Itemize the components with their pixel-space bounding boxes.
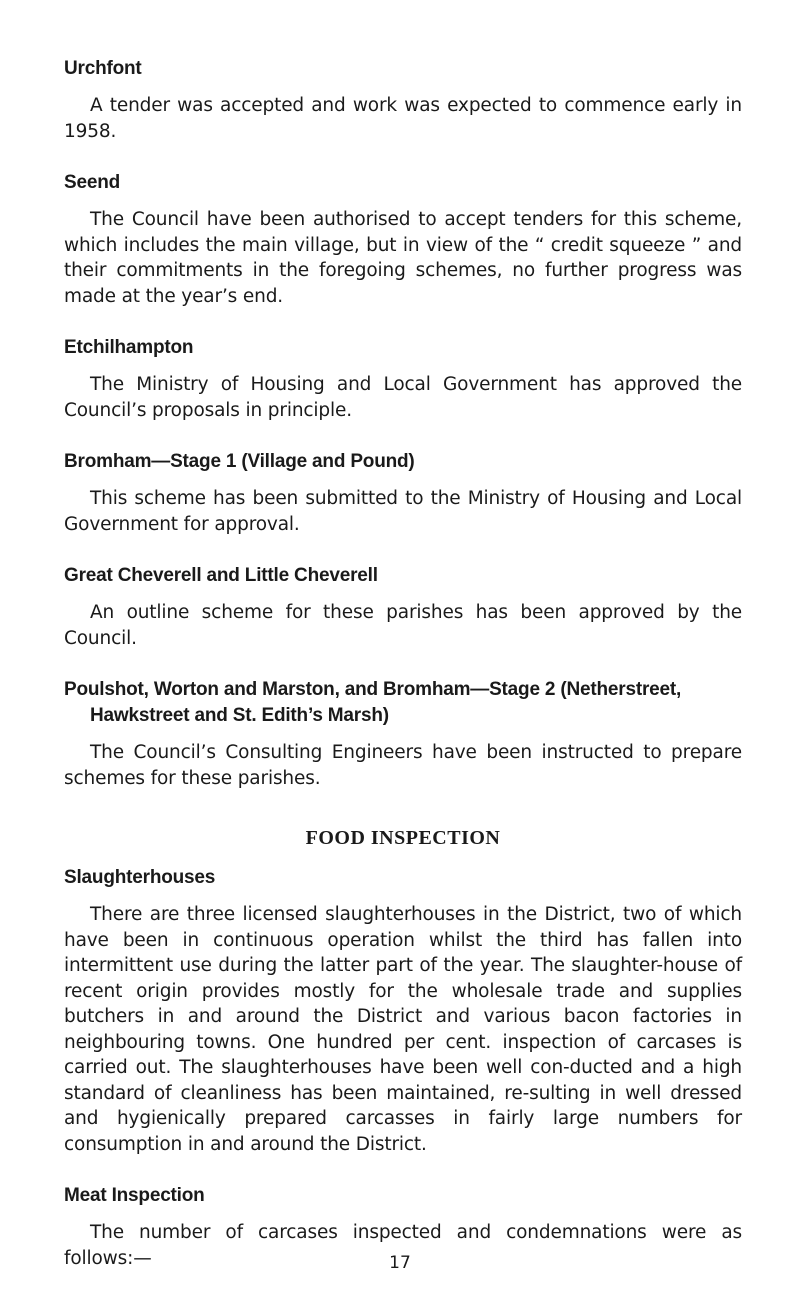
section-heading: Meat Inspection	[64, 1185, 205, 1206]
section-paragraph: The Council have been authorised to accept tenders for this scheme, which includes the main village, but in view of the “ credit squeeze ” and their commitments in the foregoing schemes, no further progress was made at the year’s end.	[64, 209, 742, 307]
section-heading: Bromham—Stage 1 (Village and Pound)	[64, 451, 415, 472]
section-bromham-stage-1	[64, 449, 742, 537]
section-poulshot-worton-marston	[64, 677, 742, 791]
section-paragraph: The Council’s Consulting Engineers have been instructed to prepare schemes for these parishes.	[64, 742, 742, 789]
section-cheverell	[64, 563, 742, 651]
section-heading: Poulshot, Worton and Marston, and Bromham—Stage 2 (Netherstreet, Hawkstreet and St. Edith’s Marsh)	[64, 679, 682, 726]
section-paragraph: An outline scheme for these parishes has been approved by the Council.	[64, 602, 742, 649]
section-heading: Seend	[64, 172, 121, 193]
section-seend	[64, 170, 742, 309]
page-number: 17	[389, 1253, 411, 1273]
section-heading: Urchfont	[64, 58, 142, 79]
document-page	[64, 56, 742, 1271]
section-heading: Great Cheverell and Little Cheverell	[64, 565, 378, 586]
food-inspection-title: FOOD INSPECTION	[305, 827, 501, 849]
section-urchfont	[64, 56, 742, 144]
section-etchilhampton	[64, 335, 742, 423]
section-slaughterhouses	[64, 865, 742, 1157]
section-paragraph: The number of carcases inspected and condemnations were as follows:—	[64, 1222, 742, 1269]
section-heading: Slaughterhouses	[64, 867, 216, 888]
section-paragraph: A tender was accepted and work was expected to commence early in 1958.	[64, 95, 742, 142]
section-paragraph: There are three licensed slaughterhouses in the District, two of which have been in continuous operation whilst the third has fallen into intermittent use during the latter part of the year. The slaughter-house of recent origin provides mostly for the wholesale trade and supplies butchers in and around the District and various bacon factories in neighbouring towns. One hundred per cent. inspection of carcases is carried out. The slaughterhouses have been well con-ducted and a high standard of cleanliness has been maintained, re-sulting in well dressed and hygienically prepared carcasses in fairly large numbers for consumption in and around the District.	[64, 904, 742, 1155]
section-heading: Etchilhampton	[64, 337, 194, 358]
section-paragraph: The Ministry of Housing and Local Government has approved the Council’s proposals in principle.	[64, 374, 742, 421]
section-paragraph: This scheme has been submitted to the Ministry of Housing and Local Government for approval.	[64, 488, 742, 535]
